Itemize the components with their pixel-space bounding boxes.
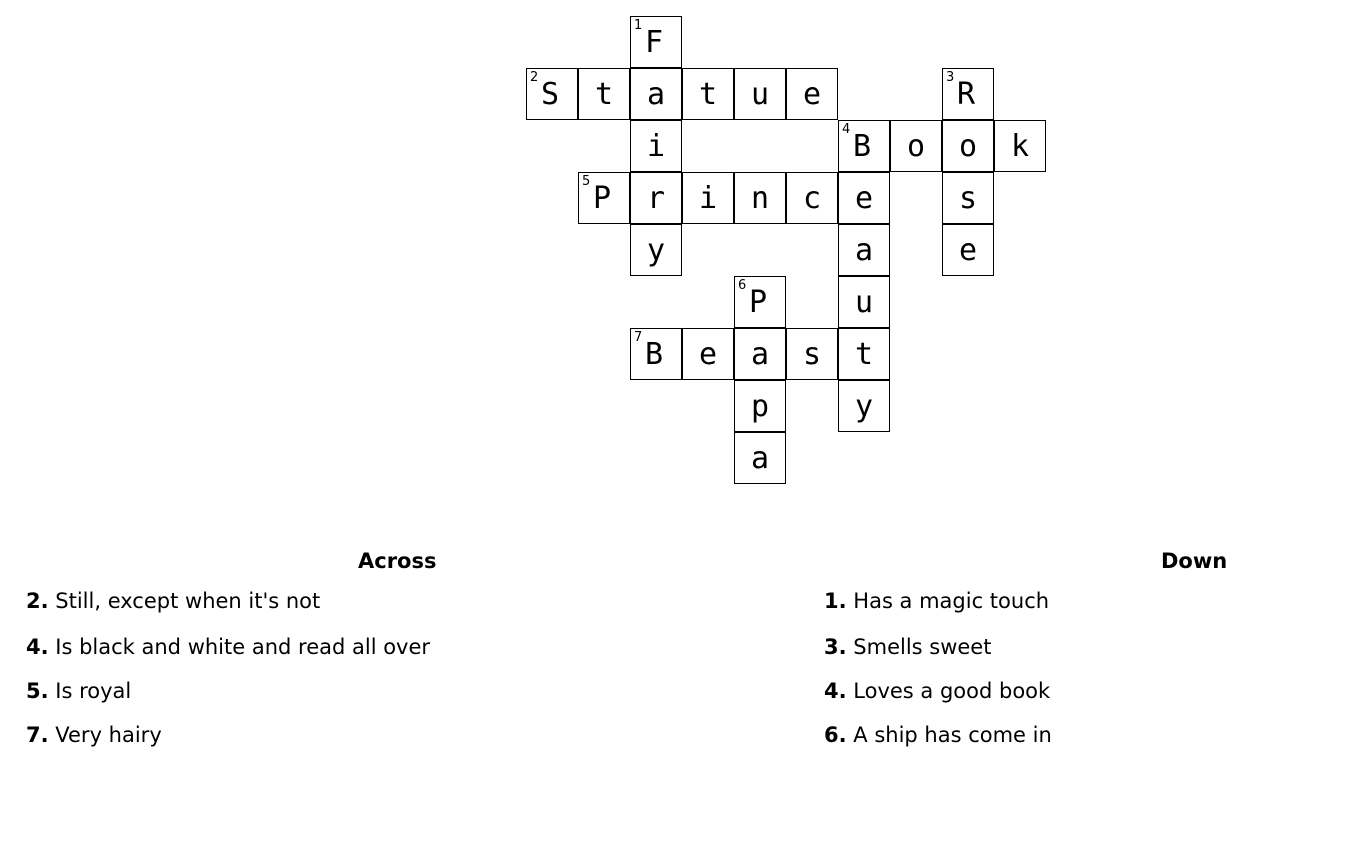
cell-letter: P [593, 181, 612, 216]
clue-number: 7. [26, 723, 49, 747]
cell-letter: e [802, 77, 822, 112]
across-heading: Across [358, 549, 437, 573]
clue-text: A ship has come in [853, 723, 1052, 747]
grid-cell [682, 172, 734, 224]
across-clue [26, 632, 430, 662]
down-clue [824, 586, 1049, 616]
clue-number: 2. [26, 589, 49, 613]
cell-letter: p [750, 389, 770, 424]
clue-text: Has a magic touch [853, 589, 1050, 613]
cell-letter: F [645, 25, 664, 60]
cell-letter: s [802, 337, 822, 372]
grid-cell [942, 172, 994, 224]
down-heading: Down [1161, 549, 1228, 573]
cell-letter: a [854, 233, 874, 268]
cell-letter: t [854, 337, 874, 372]
grid-cell [786, 172, 838, 224]
grid-cell [838, 120, 890, 172]
cell-letter: o [958, 129, 978, 164]
grid-cell [838, 276, 890, 328]
grid-cell [682, 328, 734, 380]
grid-cell [734, 328, 786, 380]
down-clue [824, 720, 1052, 750]
grid-cell [734, 68, 786, 120]
clue-number: 4. [824, 679, 847, 703]
cell-number: 5 [582, 174, 591, 189]
cell-letter: P [749, 285, 768, 320]
clue-number: 4. [26, 635, 49, 659]
cell-letter: e [958, 233, 978, 268]
down-clue [824, 676, 1050, 706]
grid-cell [630, 120, 682, 172]
grid-cell [942, 68, 994, 120]
cell-letter: y [646, 233, 666, 268]
clue-text: Smells sweet [853, 635, 992, 659]
cell-number: 4 [842, 122, 851, 137]
cell-letter: a [750, 441, 770, 476]
grid-cell [942, 120, 994, 172]
grid-cell [526, 68, 578, 120]
cell-letter: y [854, 389, 874, 424]
grid-cell [994, 120, 1046, 172]
cell-letter: a [646, 77, 666, 112]
cell-letter: i [698, 181, 718, 216]
cell-letter: k [1010, 129, 1030, 164]
grid-cell [630, 328, 682, 380]
grid-cell [682, 68, 734, 120]
grid-cell [734, 380, 786, 432]
cell-letter: r [646, 181, 666, 216]
down-clue [824, 632, 991, 662]
cell-letter: S [541, 77, 560, 112]
across-clue [26, 586, 320, 616]
cell-letter: e [698, 337, 718, 372]
cell-number: 2 [530, 70, 539, 85]
cell-number: 6 [738, 278, 747, 293]
cell-letter: c [802, 181, 822, 216]
clue-number: 6. [824, 723, 847, 747]
grid-cell [786, 68, 838, 120]
grid-cell [734, 276, 786, 328]
clue-text: Is royal [55, 679, 132, 703]
cell-letter: o [906, 129, 926, 164]
cell-letter: i [646, 129, 666, 164]
across-clue [26, 676, 131, 706]
grid-cell [630, 224, 682, 276]
clue-number: 3. [824, 635, 847, 659]
cell-letter: u [854, 285, 874, 320]
cell-letter: B [645, 337, 664, 372]
grid-cell [838, 328, 890, 380]
cell-number: 3 [946, 70, 955, 85]
grid-cell [838, 172, 890, 224]
cell-letter: n [750, 181, 770, 216]
cell-letter: t [698, 77, 718, 112]
cell-letter: e [854, 181, 874, 216]
grid-cell [630, 16, 682, 68]
grid-cell [734, 172, 786, 224]
across-clue [26, 720, 162, 750]
grid-cell [630, 172, 682, 224]
cell-letter: B [853, 129, 872, 164]
grid-cell [578, 68, 630, 120]
clue-text: Very hairy [55, 723, 162, 747]
grid-cell [838, 224, 890, 276]
clue-number: 1. [824, 589, 847, 613]
cell-number: 1 [634, 18, 643, 33]
clue-text: Loves a good book [853, 679, 1051, 703]
grid-cell [838, 380, 890, 432]
cell-letter: R [957, 77, 976, 112]
grid-cell [578, 172, 630, 224]
cell-number: 7 [634, 330, 643, 345]
grid-cell [890, 120, 942, 172]
grid-cell [786, 328, 838, 380]
grid-cell [942, 224, 994, 276]
cell-letter: s [958, 181, 978, 216]
cell-letter: a [750, 337, 770, 372]
cell-letter: t [594, 77, 614, 112]
clue-text: Still, except when it's not [55, 589, 321, 613]
grid-cell [734, 432, 786, 484]
clue-text: Is black and white and read all over [55, 635, 431, 659]
grid-cell [630, 68, 682, 120]
cell-letter: u [750, 77, 770, 112]
clue-number: 5. [26, 679, 49, 703]
